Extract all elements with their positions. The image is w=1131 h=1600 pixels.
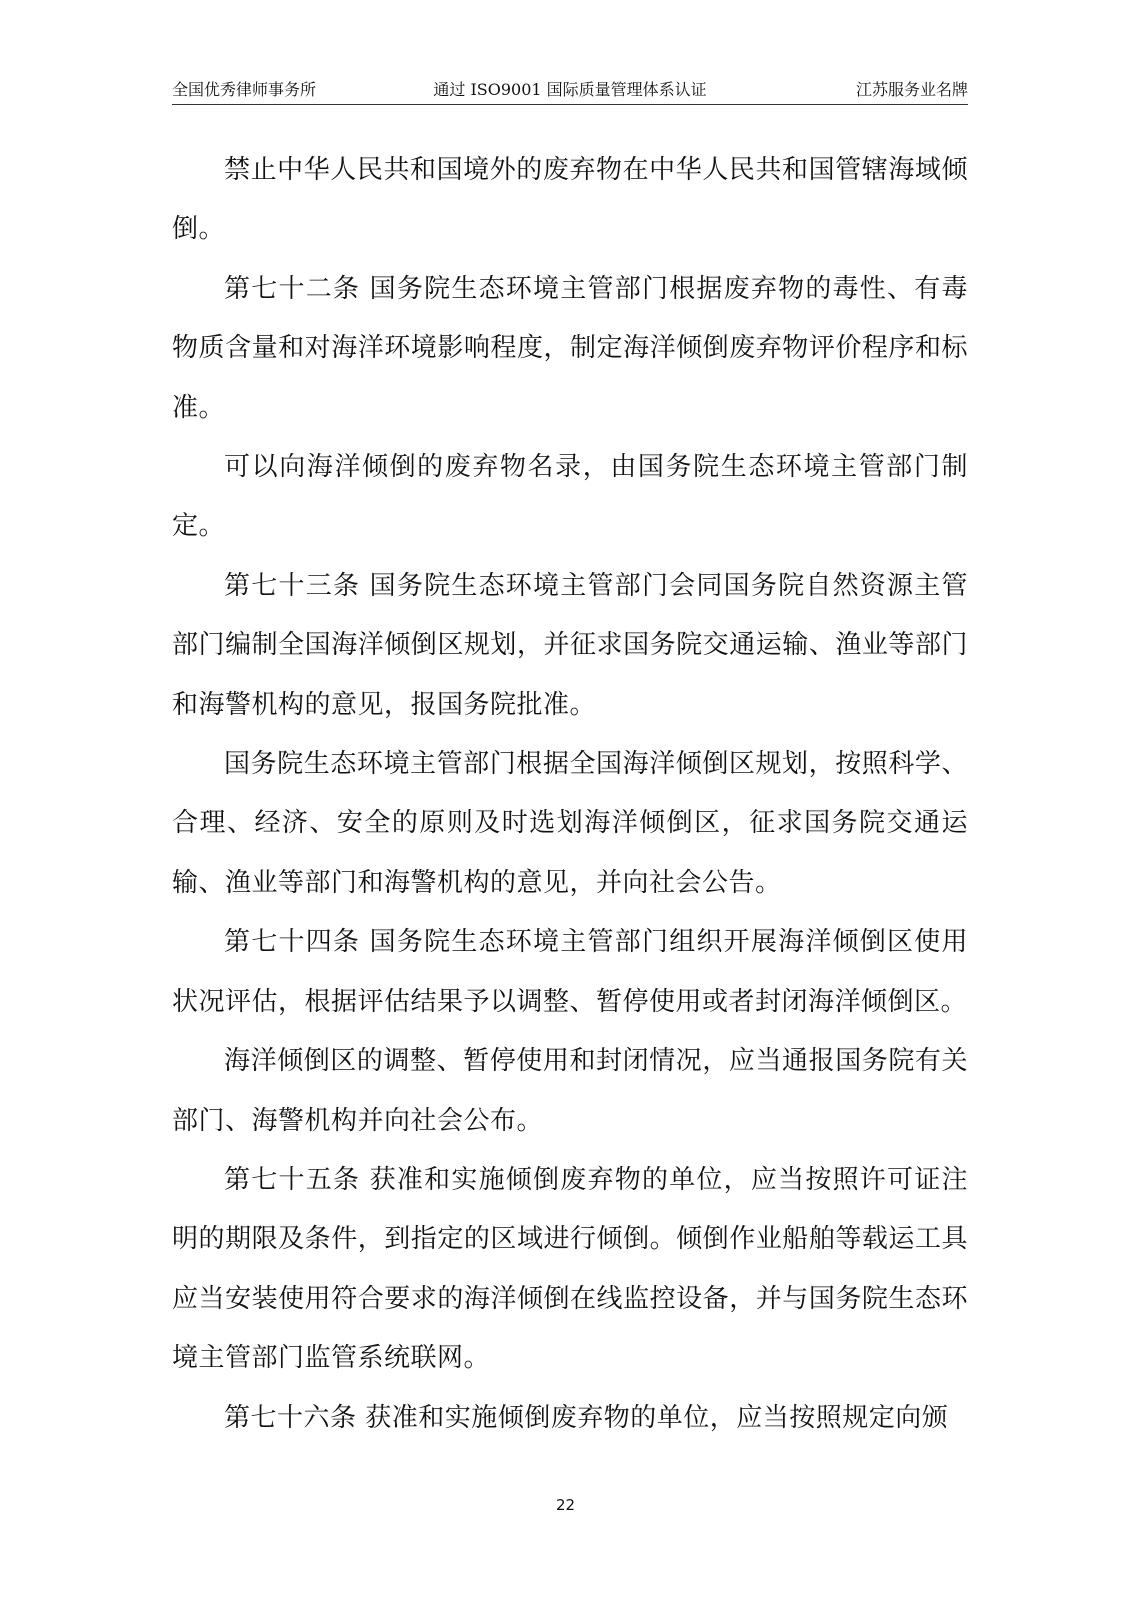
paragraph: 第七十六条 获准和实施倾倒废弃物的单位，应当按照规定向颁 (224, 1402, 949, 1433)
document-body (172, 141, 968, 1448)
paragraph: 第七十二条 国务院生态环境主管部门根据废弃物的毒性、有毒物质含量和对海洋环境影响程度，制定海洋倾倒废弃物评价程序和标准。 (172, 273, 968, 423)
paragraph: 禁止中华人民共和国境外的废弃物在中华人民共和国管辖海域倾倒。 (172, 155, 968, 245)
paragraph: 海洋倾倒区的调整、暂停使用和封闭情况，应当通报国务院有关部门、海警机构并向社会公布。 (172, 1046, 968, 1136)
page-number: 22 (555, 1496, 576, 1514)
paragraph: 第七十五条 获准和实施倾倒废弃物的单位，应当按照许可证注明的期限及条件，到指定的区域进行倾倒。倾倒作业船舶等载运工具应当安装使用符合要求的海洋倾倒在线监控设备，并与国务院生态环境主管部门监管系统联网。 (172, 1164, 968, 1374)
page-header (172, 80, 968, 105)
header-firm-title: 全国优秀律师事务所 (172, 80, 317, 99)
paragraph: 第七十四条 国务院生态环境主管部门组织开展海洋倾倒区使用状况评估，根据评估结果予以调整、暂停使用或者封闭海洋倾倒区。 (172, 927, 968, 1017)
header-certification: 通过 ISO9001 国际质量管理体系认证 (433, 80, 707, 99)
header-brand: 江苏服务业名牌 (855, 80, 968, 99)
paragraph: 国务院生态环境主管部门根据全国海洋倾倒区规划，按照科学、合理、经济、安全的原则及时选划海洋倾倒区，征求国务院交通运输、渔业等部门和海警机构的意见，并向社会公告。 (172, 749, 968, 898)
paragraph: 第七十三条 国务院生态环境主管部门会同国务院自然资源主管部门编制全国海洋倾倒区规划，并征求国务院交通运输、渔业等部门和海警机构的意见，报国务院批准。 (172, 570, 968, 720)
paragraph: 可以向海洋倾倒的废弃物名录，由国务院生态环境主管部门制定。 (172, 452, 968, 542)
